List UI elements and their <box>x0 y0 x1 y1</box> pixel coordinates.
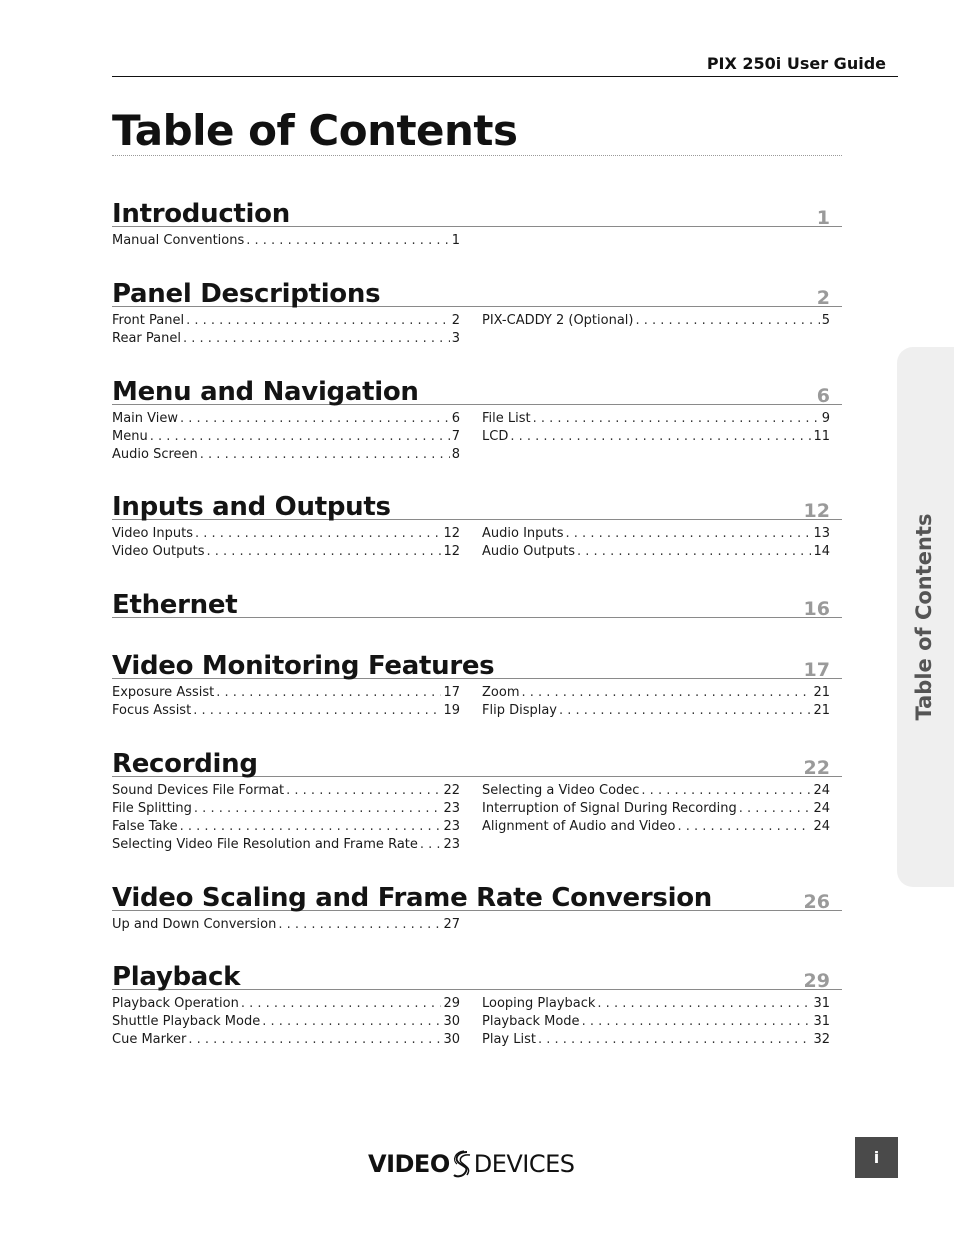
dot-leader <box>582 1014 812 1029</box>
section-title: Video Scaling and Frame Rate Conversion <box>112 883 712 913</box>
document-header-title: PIX 250i User Guide <box>706 54 886 73</box>
toc-entry-page: 3 <box>451 331 460 346</box>
dot-leader <box>577 544 811 559</box>
section-page-number: 16 <box>803 598 830 620</box>
toc-entry[interactable] <box>482 996 830 1014</box>
toc-entry-label: False Take <box>112 819 178 834</box>
side-tab-label: Table of Contents <box>912 513 936 721</box>
toc-entry-page: 8 <box>451 447 460 462</box>
toc-entry-label: Selecting Video File Resolution and Frame Rate <box>112 837 418 852</box>
dot-leader <box>278 917 441 932</box>
toc-entry-label: Front Panel <box>112 313 185 328</box>
toc-column-left <box>112 526 460 562</box>
toc-entry-label: File List <box>482 411 531 426</box>
toc-entry-page: 7 <box>451 429 460 444</box>
toc-entry-page: 13 <box>813 526 830 541</box>
toc-entry-page: 31 <box>813 1014 830 1029</box>
toc-entry[interactable] <box>482 526 830 544</box>
toc-entry-page: 24 <box>813 783 830 798</box>
toc-entry[interactable] <box>112 313 460 331</box>
section-page-number: 29 <box>803 970 830 992</box>
toc-column-right <box>482 313 830 331</box>
section-title: Inputs and Outputs <box>112 492 391 522</box>
dot-leader <box>186 313 450 328</box>
section-heading[interactable] <box>112 648 842 679</box>
toc-entry-label: Exposure Assist <box>112 685 215 700</box>
dot-leader <box>193 703 441 718</box>
toc-entry[interactable] <box>112 837 460 855</box>
section-title: Recording <box>112 749 258 779</box>
logo-word-video: VIDEO <box>368 1150 450 1178</box>
toc-entry[interactable] <box>112 429 460 447</box>
toc-entry-label: PIX-CADDY 2 (Optional) <box>482 313 634 328</box>
toc-section <box>112 648 842 718</box>
toc-entry-page: 31 <box>813 996 830 1011</box>
section-page-number: 2 <box>816 287 830 309</box>
toc-column-left <box>112 996 460 1050</box>
toc-section <box>112 959 842 1047</box>
toc-entry[interactable] <box>482 313 830 331</box>
toc-entry[interactable] <box>112 685 460 703</box>
toc-section <box>112 276 842 346</box>
section-page-number: 6 <box>816 385 830 407</box>
section-heading[interactable] <box>112 374 842 405</box>
toc-column-right <box>482 783 830 837</box>
toc-entry-label: Video Inputs <box>112 526 193 541</box>
dot-leader <box>150 429 450 444</box>
title-dotted-rule <box>112 155 842 156</box>
section-heading[interactable] <box>112 880 842 911</box>
section-heading[interactable] <box>112 959 842 990</box>
section-heading[interactable] <box>112 276 842 307</box>
toc-column-left <box>112 233 460 251</box>
section-title: Introduction <box>112 199 290 229</box>
toc-entry-label: Cue Marker <box>112 1032 187 1047</box>
toc-entry-label: Selecting a Video Codec <box>482 783 640 798</box>
dot-leader <box>641 783 811 798</box>
toc-entry[interactable] <box>482 685 830 703</box>
toc-column-right <box>482 996 830 1050</box>
toc-entry-label: Main View <box>112 411 179 426</box>
toc-entry[interactable] <box>112 703 460 721</box>
toc-entry-page: 24 <box>813 801 830 816</box>
toc-entry[interactable] <box>482 801 830 819</box>
toc-entry-label: Play List <box>482 1032 536 1047</box>
toc-entry-label: Audio Outputs <box>482 544 576 559</box>
toc-section <box>112 746 842 852</box>
toc-entry-label: Playback Operation <box>112 996 239 1011</box>
dot-leader <box>183 331 450 346</box>
toc-entry[interactable] <box>482 703 830 721</box>
toc-entry-page: 1 <box>451 233 460 248</box>
page-number: i <box>855 1137 898 1178</box>
toc-entry-label: Menu <box>112 429 148 444</box>
dot-leader <box>188 1032 441 1047</box>
dot-leader <box>216 685 441 700</box>
section-heading[interactable] <box>112 489 842 520</box>
toc-entry-page: 11 <box>813 429 830 444</box>
toc-entry-page: 5 <box>821 313 830 328</box>
toc-entry-page: 23 <box>443 819 460 834</box>
logo-word-devices: DEVICES <box>473 1150 575 1178</box>
page-title: Table of Contents <box>112 106 518 155</box>
dot-leader <box>180 819 442 834</box>
section-heading[interactable] <box>112 196 842 227</box>
toc-entry[interactable] <box>112 783 460 801</box>
toc-column-left <box>112 783 460 855</box>
section-heading[interactable] <box>112 587 842 618</box>
toc-entry[interactable] <box>112 411 460 429</box>
section-title: Video Monitoring Features <box>112 651 495 681</box>
toc-entry[interactable] <box>482 544 830 562</box>
toc-entry-page: 12 <box>443 526 460 541</box>
dot-leader <box>538 1032 811 1047</box>
toc-section <box>112 374 842 462</box>
toc-column-left <box>112 313 460 349</box>
dot-leader <box>420 837 442 852</box>
toc-entry-page: 24 <box>813 819 830 834</box>
dot-leader <box>739 801 812 816</box>
toc-entry-label: Sound Devices File Format <box>112 783 285 798</box>
toc-entry[interactable] <box>112 544 460 562</box>
toc-entry-page: 30 <box>443 1014 460 1029</box>
dot-leader <box>636 313 820 328</box>
dot-leader <box>678 819 812 834</box>
toc-entry-label: LCD <box>482 429 509 444</box>
toc-entry[interactable] <box>112 1032 460 1050</box>
dot-leader <box>194 801 442 816</box>
toc-entry-label: Manual Conventions <box>112 233 245 248</box>
toc-section <box>112 196 842 248</box>
toc-entry-page: 30 <box>443 1032 460 1047</box>
toc-entry[interactable] <box>112 331 460 349</box>
toc-entry[interactable] <box>482 783 830 801</box>
dot-leader <box>559 703 811 718</box>
dot-leader <box>246 233 449 248</box>
toc-entry-page: 12 <box>443 544 460 559</box>
toc-entry[interactable] <box>112 801 460 819</box>
toc-entry-label: Video Outputs <box>112 544 205 559</box>
toc-column-right <box>482 526 830 562</box>
toc-entry-label: Audio Screen <box>112 447 198 462</box>
toc-entry-page: 32 <box>813 1032 830 1047</box>
toc-entry-label: Playback Mode <box>482 1014 580 1029</box>
dot-leader <box>180 411 450 426</box>
dot-leader <box>510 429 811 444</box>
toc-section <box>112 587 842 624</box>
toc-entry-page: 2 <box>451 313 460 328</box>
dot-leader <box>597 996 811 1011</box>
toc-entry-page: 17 <box>443 685 460 700</box>
toc-entry[interactable] <box>112 447 460 465</box>
dot-leader <box>286 783 441 798</box>
dot-leader <box>533 411 820 426</box>
logo-swirl-icon <box>451 1149 473 1179</box>
toc-entry-page: 27 <box>443 917 460 932</box>
section-page-number: 26 <box>803 891 830 913</box>
video-devices-logo <box>368 1147 575 1181</box>
toc-column-left <box>112 411 460 465</box>
section-title: Playback <box>112 962 241 992</box>
toc-entry-page: 14 <box>813 544 830 559</box>
toc-section <box>112 880 842 932</box>
section-page-number: 12 <box>803 500 830 522</box>
toc-entry-label: Up and Down Conversion <box>112 917 277 932</box>
toc-entry-label: Shuttle Playback Mode <box>112 1014 261 1029</box>
dot-leader <box>262 1014 441 1029</box>
header-divider <box>112 76 898 77</box>
toc-entry-page: 23 <box>443 801 460 816</box>
toc-column-left <box>112 917 460 935</box>
toc-entry[interactable] <box>112 233 460 251</box>
toc-entry-page: 6 <box>451 411 460 426</box>
toc-entry-page: 21 <box>813 685 830 700</box>
dot-leader <box>521 685 811 700</box>
toc-entry-label: File Splitting <box>112 801 192 816</box>
toc-entry-page: 23 <box>443 837 460 852</box>
toc-entry[interactable] <box>112 819 460 837</box>
dot-leader <box>200 447 450 462</box>
toc-entry-label: Interruption of Signal During Recording <box>482 801 737 816</box>
toc-entry-page: 21 <box>813 703 830 718</box>
section-page-number: 22 <box>803 757 830 779</box>
toc-entry[interactable] <box>112 996 460 1014</box>
toc-entry-label: Zoom <box>482 685 520 700</box>
section-heading[interactable] <box>112 746 842 777</box>
toc-entry-page: 19 <box>443 703 460 718</box>
section-title: Menu and Navigation <box>112 377 419 407</box>
toc-column-right <box>482 411 830 447</box>
toc-entry-label: Audio Inputs <box>482 526 564 541</box>
dot-leader <box>195 526 441 541</box>
section-page-number: 17 <box>803 659 830 681</box>
dot-leader <box>566 526 812 541</box>
dot-leader <box>241 996 442 1011</box>
toc-column-left <box>112 685 460 721</box>
toc-section <box>112 489 842 559</box>
toc-entry-page: 29 <box>443 996 460 1011</box>
toc-entry-label: Alignment of Audio and Video <box>482 819 676 834</box>
toc-entry-label: Looping Playback <box>482 996 596 1011</box>
toc-entry[interactable] <box>482 411 830 429</box>
toc-entry-page: 9 <box>821 411 830 426</box>
section-title: Panel Descriptions <box>112 279 381 309</box>
section-page-number: 1 <box>816 207 830 229</box>
toc-column-right <box>482 685 830 721</box>
toc-entry[interactable] <box>482 1032 830 1050</box>
toc-entry-label: Flip Display <box>482 703 558 718</box>
toc-entry[interactable] <box>482 819 830 837</box>
toc-entry[interactable] <box>482 429 830 447</box>
toc-entry[interactable] <box>112 1014 460 1032</box>
toc-entry-label: Focus Assist <box>112 703 192 718</box>
section-title: Ethernet <box>112 590 238 620</box>
toc-entry-label: Rear Panel <box>112 331 181 346</box>
dot-leader <box>207 544 442 559</box>
toc-entry-page: 22 <box>443 783 460 798</box>
toc-entry[interactable] <box>112 526 460 544</box>
toc-entry[interactable] <box>482 1014 830 1032</box>
toc-entry[interactable] <box>112 917 460 935</box>
